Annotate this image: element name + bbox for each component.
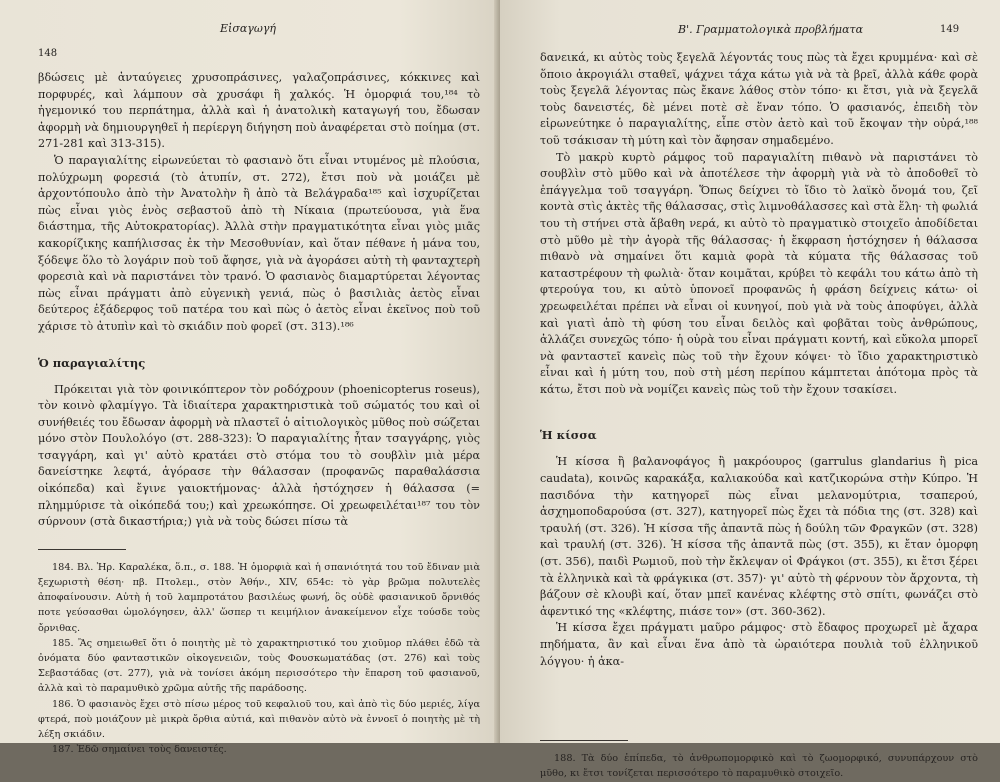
body-paragraph: Πρόκειται γιὰ τὸν φοινικόπτερον τὸν ροδόχρουν (phoenicopterus roseus), τὸν κοινὸ φλαμίγγο. Τὰ ἰδιαίτερα χαρακτηριστικὰ τοῦ σώματός του καὶ οἱ συνήθειές του ἔδωσαν ἀφορμὴ νὰ πλαστεῖ ὁ αἰτιολογικὸς μῦθος ποὺ σώζεται μόνο στὸν Πουλολόγο (στ. 288-323): Ὁ παραγιαλίτης ἦταν τσαγγάρης, γιὸς τσαγγάρη, καὶ γι' αὐτὸ κρατάει στὸ στόμα του τὸ σουβλὶν μιὰ μέρα δανείστηκε λεφτά, ἀγόρασε τὴν θάλασσαν (προφανῶς παραθαλάσσια οἰκόπεδα) καὶ ἔγινε γαιοκτήμονας· ἀλλὰ ἠστόχησεν ἡ θάλασσα (= πλημμύρισε τὰ οἰκόπεδά του;) καὶ χρεωκόπησε. Οἱ χρεωφειλέται¹⁸⁷ του τὸν σύρνουν (στὰ δικαστήρια;) γιὰ νὰ τοὺς δώσει πίσω τὰ (38, 382, 480, 529)
body-paragraph: δανεικά, κι αὐτὸς τοὺς ξεγελᾶ λέγοντάς τους πὼς τὰ ἔχει κρυμμένα· καὶ σὲ ὅποιο ἀκρογιάλι σταθεῖ, ψάχνει τάχα κάτω γιὰ νὰ τὰ βρεῖ, ἀλλὰ κάθε φορὰ τοὺς ξεγελᾶ λέγοντας πὼς ἔκανε λάθος στὸν τόπο· κι ἔτσι, γιὰ νὰ ξεγελᾶ τοὺς δανειστές, δὲ μένει ποτὲ σὲ ἕναν τόπο. Ὁ φασιανός, ἐπειδὴ τὸν εἰρωνεύτηκε ὁ παραγιαλίτης, εἶπε στὸν ἀετὸ καὶ τοῦ ἔκοψαν τὴν οὐρά,¹⁸⁸ τοῦ τσάκισαν τὴ μύτη καὶ τὸν ἄφησαν σημαδεμένο. (540, 51, 978, 147)
body-paragraph: Ἡ κίσσα ἔχει πράγματι μαῦρο ράμφος· στὸ ἔδαφος προχωρεῖ μὲ ἄχαρα πηδήματα, ἂν καὶ εἶναι ἕνα ἀπὸ τὰ ὡραιότερα πουλιὰ τοῦ ἑλληνικοῦ λόγγου· ἡ ἀκα- (540, 621, 978, 668)
footnote: 188. Τὰ δύο ἐπίπεδα, τὸ ἀνθρωπομορφικὸ καὶ τὸ ζωομορφικό, συνυπάρχουν στὸ μῦθο, κι ἔτσι τονίζεται περισσότερο τὸ παραμυθικὸ στοιχεῖο. (540, 753, 978, 780)
left-page (0, 0, 498, 756)
page-number: 148 (38, 48, 58, 59)
footnote-rule (540, 740, 628, 741)
footnote: 185. Ἂς σημειωθεῖ ὅτι ὁ ποιητὴς μὲ τὸ χαρακτηριστικό του χιοῦμορ πλάθει ἐδῶ τὰ ὀνόματα δύο φανταστικῶν οἰκογενειῶν, τοὺς Φουσκωματάδας (στ. 276) καὶ τοὺς Σεβαστάδας (στ. 277), γιὰ νὰ τονίσει ἀκόμη περισσότερο τὴν ἔπαρση τοῦ φασιανοῦ, ἀλλὰ καὶ τὸ παραμυθικὸ χρῶμα αὐτῆς τῆς παράδοσης. (38, 637, 480, 695)
body-paragraph: Ὁ παραγιαλίτης εἰρωνεύεται τὸ φασιανὸ ὅτι εἶναι ντυμένος μὲ πλούσια, πολύχρωμη φορεσιά (τὸ ἀτυπίν, στ. 272), ἔτσι ποὺ νὰ μοιάζει μὲ ἀρχοντόπουλο ἀπὸ τὴν Ἀνατολὴν ἢ ἀπὸ τὰ Βελάγραδα¹⁸⁵ καὶ ἰσχυρίζεται πὼς εἶναι γιὸς ἑνὸς σεβαστοῦ ἀπὸ τὴ Νίκαια (πρωτεύουσα, γιὰ ἕνα διάστημα, τῆς Αὐτοκρατορίας). Ἀλλὰ στὴν πραγματικότητα εἶναι γιὸς μιᾶς κακορίζικης καπήλισσας ἐκ τὴν Μεσοθυνίαν, καὶ ὅταν πέθανε ἡ μάνα του, ξόδεψε ὅλο τὸ λογάριν ποὺ τοῦ ἄφησε, γιὰ νὰ ἀγοράσει αὐτὴ τὴ φανταχτερὴ φορεσιὰ καὶ νὰ παριστάνει τὸν τρανό. Ὁ φασιανὸς διαμαρτύρεται λέγοντας πὼς εἶναι πράγματι ἀπὸ εὐγενικὴ γενιά, πὼς ὁ βασιλιὰς ἀετὸς εἶναι δεύτερος ἐξάδερφος τοῦ πατέρα του καὶ πὼς ὁ ἀετὸς εἶναι ἐκεῖνος ποὺ τοῦ χάρισε τὸ ἀτυπὶν καὶ τὸ σκιάδιν ποὺ φορεῖ (στ. 313).¹⁸⁶ (38, 153, 480, 333)
page-body (38, 70, 480, 531)
running-head: Β'. Γραμματολογικὰ προβλήματα (678, 23, 864, 36)
page-number: 149 (940, 24, 960, 35)
body-paragraph: βδώσεις μὲ ἀνταύγειες χρυσοπράσινες, γαλαζοπράσινες, κόκκινες καὶ πορφυρές, καὶ λάμπουν σὰ χρυσάφι ἢ χαλκός. Ἡ ὀμορφιά του,¹⁸⁴ τὸ ἡγεμονικό του περπάτημα, ἀλλὰ καὶ ἡ ἀνατολικὴ καταγωγή του, ἔδωσαν ἀφορμὴ νὰ δημιουργηθεῖ ἡ περίεργη διήγηση ποὺ ἀναφέρεται στὸ ποίημα (στ. 271-281 καὶ 313-315). (38, 71, 480, 151)
section-heading: Ἡ κίσσα (540, 428, 597, 443)
footnotes (540, 751, 978, 781)
body-paragraph: Ἡ κίσσα ἢ βαλανοφάγος ἢ μακρόουρος (garrulus glandarius ἢ pica caudata), κοινῶς καρακάξα, καλιακούδα καὶ κατζικορώνα στὴν Κύπρο. Ἡ πασιδόνα τὴν κατηγορεῖ πὼς εἶναι μελανομύτρια, τσαπερού, ἀσχημοποδαρούσα (στ. 327), κατηγορεῖ πὼς ἔχει τὰ πόδια της (στ. 328) καὶ τραυλή (στ. 326). Ἡ κίσσα τῆς ἀπαντᾶ πὼς ἡ δούλη τῶν Φραγκῶν (στ. 328) καὶ τραυλή (στ. 326). Ἡ κίσσα τῆς ἀπαντᾶ πὼς (στ. 355), κι ἔταν ὀμορφη (στ. 356), παιδὶ Ρωμιοῦ, ποὺ τὴν ἔκλεψαν οἱ Φράγκοι (στ. 355), κι ἔτσι ξέρει τὰ ἑλληνικὰ καὶ τὰ φράγκικα (στ. 357)· γι' αὐτὸ τὴ φέρνουν τὸν ἄρχοντα, τὴ βάζουν σὲ κλουβὶ καί, ὅταν μπεῖ κανένας κλέφτης στὸ σπίτι, φωνάζει στὸ ἀφεντικό της «κλέφτης, πιάσε τον» (στ. 360-362). (540, 455, 978, 618)
footnote: 184. Βλ. Ἡρ. Καραλέκα, ὅ.π., σ. 188. Ἡ ὀμορφιὰ καὶ ἡ σπανιότητά του τοῦ ἔδιναν μιὰ ξεχωριστὴ θέση· πβ. Πτολεμ., στὸν Ἀθήν., XIV, 654c: τὸ γὰρ βρῶμα πολυτελὲς ἀποφαίνουσιν. Αὐτὴ ἡ τοῦ λαμπροτάτου βασιλέως φωνή, ὃς οὐδὲ φασιανικοῦ ὄρνιθός ποτε γεύσασθαι ὡμολόγησεν, ἀλλ' ὥσπερ τι κειμήλιον ἀνακείμενον εἶχε τούσδε τοὺς ὄρνιθας. (38, 561, 480, 634)
footnotes (38, 560, 480, 758)
right-page (500, 0, 1000, 780)
footnote: 187. Ἐδῶ σημαίνει τοὺς δανειστές. (52, 744, 227, 756)
body-paragraph: Τὸ μακρὺ κυρτὸ ράμφος τοῦ παραγιαλίτη πιθανὸ νὰ παριστάνει τὸ σουβλὶν στὸ μῦθο καὶ νὰ ἀποτέλεσε τὴν ἀφορμὴ γιὰ νὰ τὸ ἀποδοθεῖ τὸ ἐπάγγελμα τοῦ τσαγγάρη. Ὅπως δείχνει τὸ ἴδιο τὸ λαϊκὸ ὄνομά του, ζεῖ κοντὰ στὶς ἀκτὲς τῆς θάλασσας, στὶς λιμνοθάλασσες καὶ στὰ ἕλη· τὴ φωλιά του τὴ στήνει στὰ ἄβαθη νερά, κι αὐτὸ τὸ πραγματικὸ στοιχεῖο ἀποδίδεται στὸ μῦθο μὲ τὴν ἀγορὰ τῆς θάλασσας· ἡ ἔκφραση ἠστόχησεν ἡ θάλασσα πιθανὸ νὰ σημαίνει ὅτι καμιὰ φορὰ τὰ κύματα τῆς θάλασσας τοῦ καταστρέφουν τὴ φωλιὰ· ὅταν κοιμᾶται, κρύβει τὸ κεφάλι του κάτω ἀπὸ τὴ φτερούγα του, κι αὐτὸ ὑπονοεῖ προφανῶς ἡ φράση δείχνεις κάτω· οἱ χρεωφειλέται πρέπει νὰ εἶναι οἱ κυνηγοί, ποὺ γιὰ νὰ τοὺς ἀποφύγει, ἀλλὰ καὶ γιατὶ ἀπὸ τὴ φύση του εἶναι δειλὸς καὶ φοβᾶται τοὺς ἀνθρώπους, ἀλλάζει συνεχῶς τόπο· ἡ οὐρὰ του εἶναι πράγματι κοντή, καὶ εὔκολα μπορεῖ νὰ φανταστεῖ κανεὶς πὼς τοῦ τὴν ἔχουν κόψει· τὸ ἴδιο χαρακτηριστικὸ εἶναι καὶ ἡ μύτη του, ποὺ στὴ μέση περίπου κάμπτεται ἀπότομα πρὸς τὰ κάτω, ἔτσι ποὺ νὰ νομίζει κανεὶς πὼς τοῦ τὴν ἔχουν τσακίσει. (540, 150, 978, 396)
running-head: Εἰσαγωγή (220, 22, 276, 35)
section-heading: Ὁ παραγιαλίτης (38, 355, 146, 370)
footnote: 186. Ὁ φασιανὸς ἔχει στὸ πίσω μέρος τοῦ κεφαλιοῦ του, καὶ ἀπὸ τὶς δύο μεριές, λίγα φτερά, ποὺ μοιάζουν μὲ μικρὰ ὄρθια αὐτιά, καὶ πιθανὸν αὐτὸ νὰ ἐννοεῖ ὁ ποιητὴς μὲ τὴ λέξη σκιάδιν. (38, 698, 480, 741)
page-body (540, 50, 978, 670)
footnote-rule (38, 549, 126, 550)
